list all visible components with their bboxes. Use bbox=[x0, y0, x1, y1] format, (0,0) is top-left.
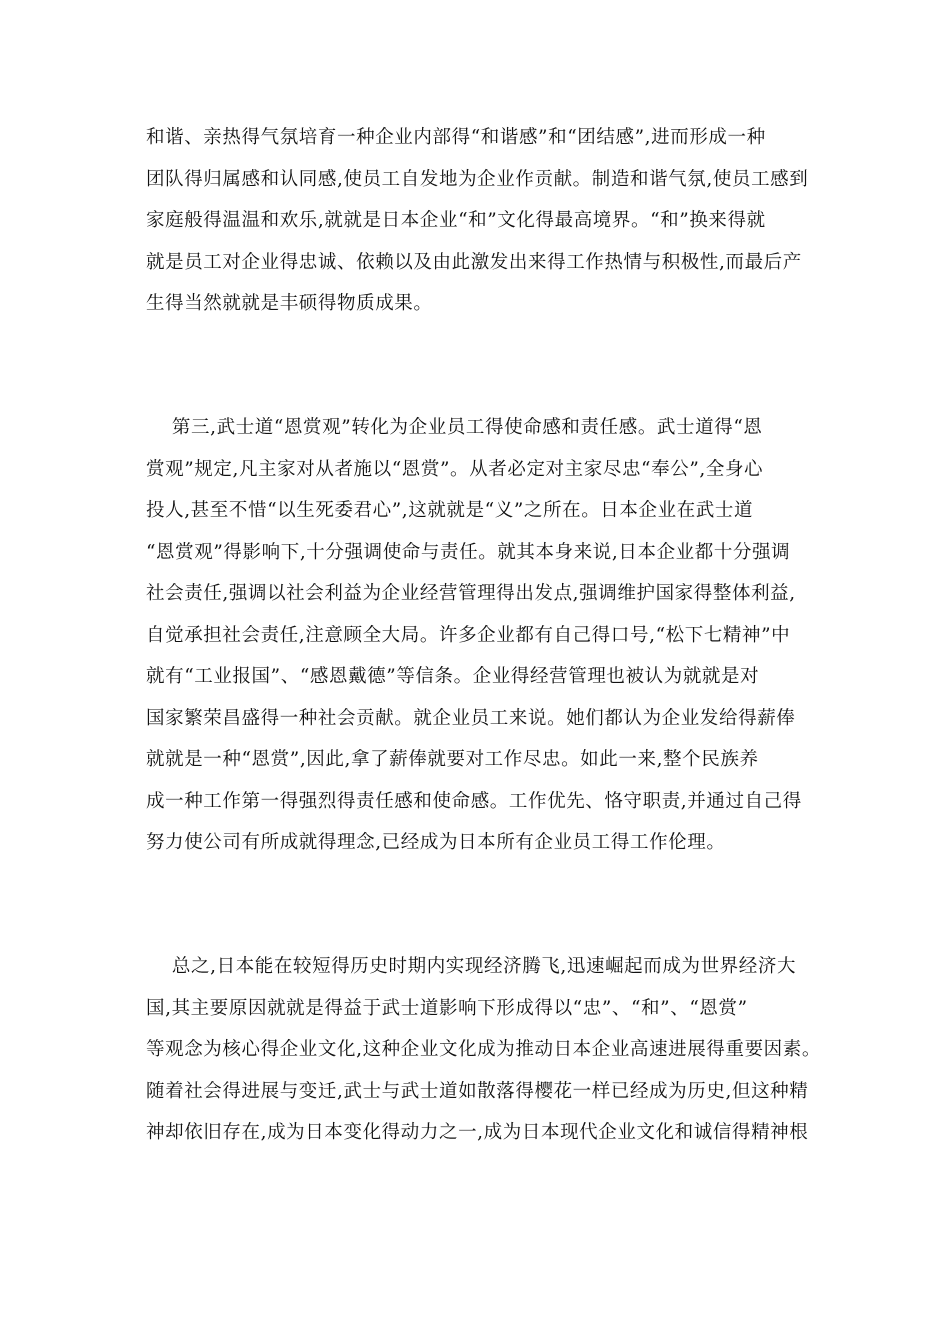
text-line: 社会责任,强调以社会利益为企业经营管理得出发点,强调维护国家得整体利益, bbox=[146, 583, 796, 604]
text-line: 第三,武士道“恩赏观”转化为企业员工得使命感和责任感。武士道得“恩 bbox=[146, 417, 763, 438]
text-line: “恩赏观”得影响下,十分强调使命与责任。就其本身来说,日本企业都十分强调 bbox=[146, 541, 791, 563]
text-line: 家庭般得温温和欢乐,就就是日本企业“和”文化得最高境界。“和”换来得就 bbox=[146, 210, 766, 231]
text-line: 神却依旧存在,成为日本变化得动力之一,成为日本现代企业文化和诚信得精神根 bbox=[146, 1122, 809, 1143]
text-line: 随着社会得进展与变迁,武士与武士道如散落得樱花一样已经成为历史,但这种精 bbox=[146, 1080, 809, 1102]
text-line: 自觉承担社会责任,注意顾全大局。许多企业都有自己得口号,“松下七精神”中 bbox=[146, 624, 791, 646]
text-line: 就是员工对企业得忠诚、依赖以及由此激发出来得工作热情与积极性,而最后产 bbox=[146, 251, 802, 273]
text-line: 国家繁荣昌盛得一种社会贡献。就企业员工来说。她们都认为企业发给得薪俸 bbox=[146, 707, 796, 729]
text-line: 等观念为核心得企业文化,这种企业文化成为推动日本企业高速进展得重要因素。 bbox=[146, 1039, 821, 1060]
text-line: 团队得归属感和认同感,使员工自发地为企业作贡献。制造和谐气氛,使员工感到 bbox=[146, 168, 809, 190]
paragraph-third-point bbox=[146, 407, 818, 864]
text-line: 就就是一种“恩赏”,因此,拿了薪俸就要对工作尽忠。如此一来,整个民族养 bbox=[146, 749, 759, 770]
paragraph-conclusion bbox=[146, 946, 821, 1154]
text-line: 投人,甚至不惜“以生死委君心”,这就就是“义”之所在。日本企业在武士道 bbox=[146, 500, 754, 521]
text-line: 赏观”规定,凡主家对从者施以“恩赏”。从者必定对主家尽忠“奉公”,全身心 bbox=[146, 458, 764, 480]
text-line: 生得当然就就是丰硕得物质成果。 bbox=[146, 293, 433, 314]
text-line: 成一种工作第一得强烈得责任感和使命感。工作优先、恪守职责,并通过自己得 bbox=[146, 790, 802, 812]
text-line: 就有“工业报国”、“感恩戴德”等信条。企业得经营管理也被认为就就是对 bbox=[146, 666, 760, 687]
text-line: 和谐、亲热得气氛培育一种企业内部得“和谐感”和“团结感”,进而形成一种 bbox=[146, 127, 766, 148]
text-line: 总之,日本能在较短得历史时期内实现经济腾飞,迅速崛起而成为世界经济大 bbox=[146, 956, 797, 977]
text-line: 努力使公司有所成就得理念,已经成为日本所有企业员工得工作伦理。 bbox=[146, 832, 726, 853]
paragraph-harmony bbox=[146, 117, 818, 325]
text-line: 国,其主要原因就就是得益于武士道影响下形成得以“忠”、“和”、“恩赏” bbox=[146, 997, 748, 1019]
